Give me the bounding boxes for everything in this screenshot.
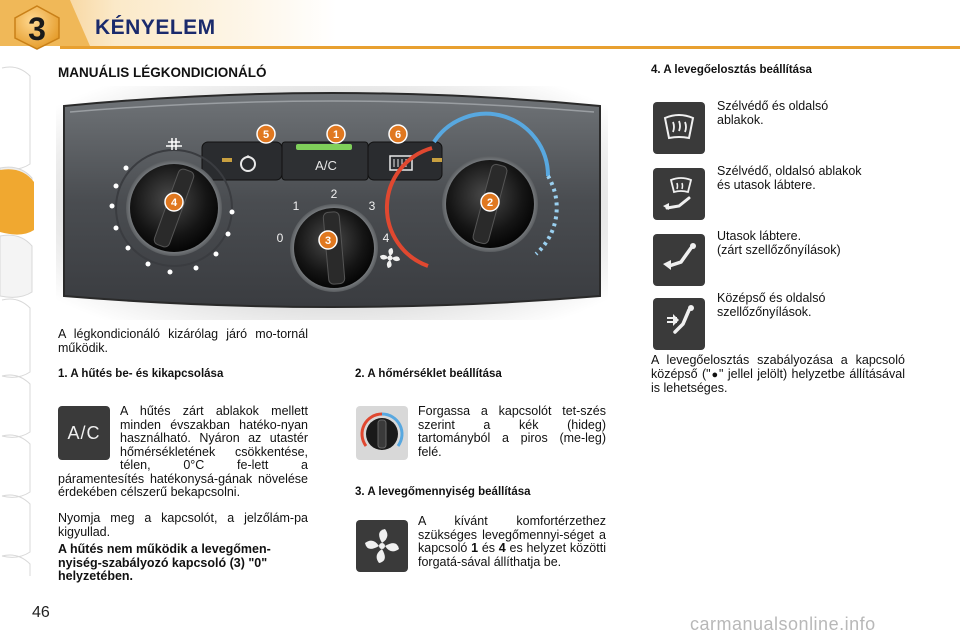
callout-6: 6 [394,129,402,141]
windshield-feet-icon [653,168,705,220]
section-3-title: 3. A levegőmennyiség beállítása [355,486,531,498]
fan-scale-4: 4 [382,231,390,245]
distribution-option-1: Szélvédő és oldalsó ablakok. [717,99,829,127]
ac-icon-label: A/C [67,422,101,443]
section-1-paragraph-1: A hűtés zárt ablakok mellett minden évszakban hatéko-nyan használható. Nyáron az utastér hőmérsékletének csökkentése, télen, 0°C fe-lett a páramentesítés hatékonysá-gának növelése érdekében célszerű bekapcsolni. [58,404,308,499]
dot-symbol: ● [710,368,720,381]
fan-scale-3: 3 [368,199,376,213]
section-2-title: 2. A hőmérséklet beállítása [355,368,502,380]
section-1-paragraph-2: Nyomja meg a kapcsolót, a jelzőlám-pa kigyullad. [58,511,308,539]
page-number: 46 [32,604,50,621]
distribution-option-2: Szélvédő, oldalsó ablakok és utasok lábtere. [717,164,862,192]
chapter-number: 3 [28,11,46,47]
intro-text: A légkondicionáló kizárólag járó mo-tornál működik. [58,327,308,355]
face-vent-icon [653,298,705,350]
fan-scale-1: 1 [292,199,300,213]
callout-1: 1 [332,129,340,141]
section-4-title: 4. A levegőelosztás beállítása [651,64,812,76]
ac-button-label[interactable]: A/C [315,158,337,173]
fan-speed-icon [356,520,408,572]
feet-icon [653,234,705,286]
callout-5: 5 [262,129,270,141]
section-4-footer: A levegőelosztás szabályozása a kapcsoló középső ("●" jellel jelölt) helyzetbe állításával is lehetséges. [651,353,905,395]
watermark: carmanualsonline.info [690,614,876,634]
callout-4: 4 [170,197,178,209]
distribution-option-3: Utasok lábtere. (zárt szellőzőnyílások) [717,229,841,257]
header-rule [60,46,960,49]
fan-scale-2: 2 [330,187,338,201]
section-1-title: 1. A hűtés be- és kikapcsolása [58,368,224,380]
temperature-knob-icon [356,406,408,460]
windshield-defrost-icon [653,102,705,154]
fan-scale-0: 0 [276,231,284,245]
callout-2: 2 [486,197,494,209]
section-3-text: A kívánt komfortérzethez szükséges levegőmennyi-séget a kapcsoló 1 és 4 es helyzet közötti forgatá-sával állíthatja be. [418,514,606,569]
callout-3: 3 [324,235,332,247]
chapter-title: KÉNYELEM [95,16,216,39]
chapter-tabs[interactable] [0,60,36,580]
section-2-text: Forgassa a kapcsolót tet-szés szerint a kék (hideg) tartományból a piros (me-leg) felé. [418,404,606,459]
distribution-option-4: Középső és oldalsó szellőzőnyílások. [717,291,826,319]
section-title: MANUÁLIS LÉGKONDICIONÁLÓ [58,65,267,80]
section-1-warning: A hűtés nem működik a levegőmen-nyiség-szabályozó kapcsoló (3) "0" helyzetében. [58,542,271,583]
climate-control-panel-photo [56,86,608,320]
